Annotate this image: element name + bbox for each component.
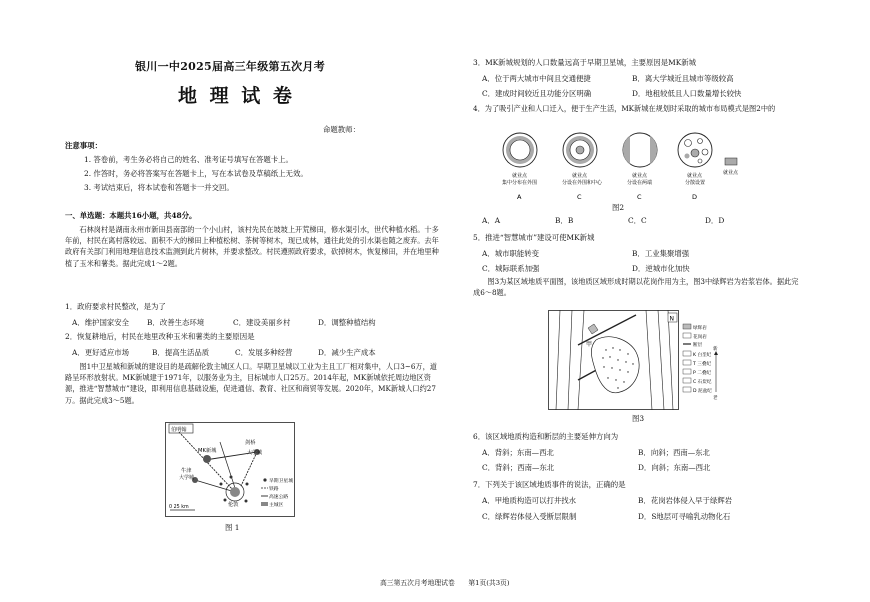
svg-text:K 白垩纪: K 白垩纪 — [693, 353, 712, 358]
svg-text:就业点: 就业点 — [572, 173, 588, 179]
q3-option-b[interactable]: B．离大学城近且城市等级较高 — [632, 74, 734, 83]
fig2-legend: 就业点 — [723, 170, 739, 176]
subject-title: 地 理 试 卷 — [178, 85, 295, 107]
svg-text:P 二叠纪: P 二叠纪 — [693, 371, 712, 376]
q6-option-d[interactable]: D．向斜；东南—西北 — [638, 463, 711, 472]
q5-option-d[interactable]: D．逆城市化加快 — [632, 264, 690, 273]
q4-option-c[interactable]: C．C — [628, 216, 647, 225]
svg-text:N: N — [669, 315, 674, 323]
q2-option-d[interactable]: D．减少生产成本 — [318, 348, 376, 357]
q5-option-c[interactable]: C．城际联系加强 — [482, 264, 540, 273]
svg-text:就业点: 就业点 — [512, 173, 528, 179]
figure-3-geologic-map — [548, 310, 723, 410]
q3-option-c[interactable]: C．建成时间较近且功能分区明确 — [482, 89, 592, 98]
svg-text:就业点: 就业点 — [687, 173, 703, 179]
passage-2: 图1中卫星城和新城的建设目的是疏解伦敦主城区人口。早期卫星城以工业为主且工厂相对集中，人口3~6万，道路呈环形放射状。MK新城建于1971年，以服务业为主，目标城市人口25万。2014年起，MK新城依托周边地区资源，推进“智慧城市”建设，即利用信息基础设施，促进通信、教育、社区和商贸等发展。2020年，MK新城人口约27万。据此完成3～5题。 — [65, 362, 437, 405]
map-label-univ: 大学城 — [247, 450, 263, 456]
section-title: 一、单选题：本题共16小题，共48分。 — [65, 211, 197, 220]
figure-1-map — [165, 422, 295, 517]
figure-2 — [500, 128, 750, 206]
svg-text:分散设置: 分散设置 — [685, 180, 706, 186]
author-label: 命题教师： — [323, 125, 360, 134]
svg-text:就业点: 就业点 — [632, 173, 648, 179]
notice-title: 注意事项： — [65, 141, 102, 150]
legend-main-city: 主城区 — [269, 503, 284, 508]
q2-option-c[interactable]: C．发展多种经营 — [235, 348, 293, 357]
q7-option-a[interactable]: A．甲地质构造可以打井找水 — [482, 496, 577, 505]
svg-text:老: 老 — [713, 396, 718, 401]
q1-option-b[interactable]: B．改善生态环境 — [147, 318, 205, 327]
question-3-stem: 3．MK新城规划的人口数量远高于早期卫星城，主要原因是MK新城 — [473, 58, 697, 67]
svg-text:C: C — [637, 193, 642, 201]
svg-text:绿辉岩: 绿辉岩 — [693, 326, 707, 331]
svg-text:C: C — [577, 193, 582, 201]
q3-option-d[interactable]: D．地租较低且人口数量增长较快 — [632, 89, 742, 98]
question-1-stem: 1．政府要求村民整改，是为了 — [65, 302, 166, 311]
question-5-stem: 5．推进“智慧城市”建设可使MK新城 — [473, 233, 595, 242]
map-label-oxford-univ: 大学城 — [179, 475, 195, 481]
passage-1: 石林岗村是湖南永州市新田县南部的一个小山村，该村先民在坡坡上开荒梯田，修水渠引水，世代种植水稻。十多年前，村民在离村落较远、面积不大的梯田上种植松树、茶树等树木，现已成林，通往此处的引水渠也随之废弃。去年政府有关部门利用地理信息技术监测到此片树林，并要求整改。村民遵照政府要求，砍掉树木，恢复梯田，并在地里种植了玉米和薯类。据此完成1～2题。 — [65, 225, 439, 268]
svg-text:D: D — [692, 193, 698, 201]
notice-item: 3. 考试结束后，将本试卷和答题卡一并交回。 — [84, 183, 234, 192]
legend-highway: 高速公路 — [269, 495, 289, 500]
svg-text:T 三叠纪: T 三叠纪 — [693, 362, 712, 367]
map-label-cambridge: 剑桥 — [245, 440, 256, 446]
q6-option-c[interactable]: C．背斜；西南—东北 — [482, 463, 555, 472]
figure-2-caption: 图2 — [612, 203, 625, 212]
q6-option-b[interactable]: B．向斜；西南—东北 — [638, 448, 710, 457]
notice-item: 2. 作答时，务必将答案写在答题卡上，写在本试卷及草稿纸上无效。 — [84, 169, 308, 178]
question-6-stem: 6．该区域地质构造和断层的主要延伸方向为 — [473, 432, 619, 441]
legend-satellite: 早期卫星城 — [269, 479, 293, 484]
map-label-mk: MK新城 — [198, 448, 217, 454]
svg-text:分设在外围和中心: 分设在外围和中心 — [562, 180, 603, 186]
q1-option-a[interactable]: A．维护国家安全 — [72, 318, 130, 327]
map-label-north: 伯明翰 — [171, 427, 187, 433]
q7-option-c[interactable]: C．绿辉岩体侵入受断层限制 — [482, 512, 577, 521]
q7-option-d[interactable]: D．S地层可寻喻乳动物化石 — [638, 512, 731, 521]
q4-option-a[interactable]: A．A — [482, 216, 501, 225]
question-7-stem: 7．下列关于该区域地质事件的说法，正确的是 — [473, 480, 626, 489]
figure-1-caption: 图 1 — [225, 523, 240, 532]
legend-railway: 铁路 — [269, 487, 279, 492]
question-2-stem: 2．恢复耕地后，村民在地里改种玉米和薯类的主要原因是 — [65, 332, 255, 341]
q4-option-b[interactable]: B．B — [555, 216, 574, 225]
q7-option-b[interactable]: B．花岗岩体侵入早于绿辉岩 — [638, 496, 733, 505]
figure-3-caption: 图3 — [632, 414, 645, 423]
q5-option-b[interactable]: B．工业集聚增强 — [632, 249, 690, 258]
map-label-london: 伦敦 — [228, 502, 239, 508]
svg-text:集中分布在外围: 集中分布在外围 — [502, 180, 538, 186]
exam-name: 银川一中2025届高三年级第五次月考 — [135, 60, 326, 73]
svg-text:分设在两端: 分设在两端 — [627, 180, 653, 186]
q3-option-a[interactable]: A．位于两大城市中间且交通便捷 — [482, 74, 591, 83]
passage-3: 图3为某区域地质平面图，该地质区域形成时期以花岗作用为主，图3中绿辉岩为岩浆岩体。据此完成6～8题。 — [473, 277, 799, 298]
q5-option-a[interactable]: A．城市职能转变 — [482, 249, 540, 258]
svg-text:A: A — [517, 193, 522, 201]
question-4-stem: 4．为了吸引产业和人口迁入，便于生产生活，MK新城在规划时采取的城市布局模式是图2中的 — [473, 104, 776, 113]
svg-text:断层: 断层 — [693, 343, 703, 348]
q1-option-d[interactable]: D．调整种植结构 — [318, 318, 376, 327]
page-footer: 高三第五次月考地理试卷 第1页(共3页) — [380, 579, 510, 587]
q2-option-b[interactable]: B．提高生活品质 — [152, 348, 210, 357]
svg-text:花岗岩: 花岗岩 — [693, 335, 707, 340]
fig3-mark: 甲 — [586, 341, 593, 348]
q2-option-a[interactable]: A．更好适应市场 — [72, 348, 130, 357]
notice-item: 1. 答卷前，考生务必将自己的姓名、准考证号填写在答题卡上。 — [84, 155, 293, 164]
map-scale: 0 25 km — [169, 505, 189, 510]
q1-option-c[interactable]: C．建设美丽乡村 — [233, 318, 291, 327]
q4-option-d[interactable]: D．D — [705, 216, 725, 225]
q6-option-a[interactable]: A．背斜；东南—西北 — [482, 448, 554, 457]
svg-text:C 石炭纪: C 石炭纪 — [693, 380, 712, 385]
svg-text:D 泥盆纪: D 泥盆纪 — [693, 389, 712, 394]
svg-text:新: 新 — [713, 347, 718, 352]
map-label-oxford: 牛津 — [181, 468, 192, 474]
